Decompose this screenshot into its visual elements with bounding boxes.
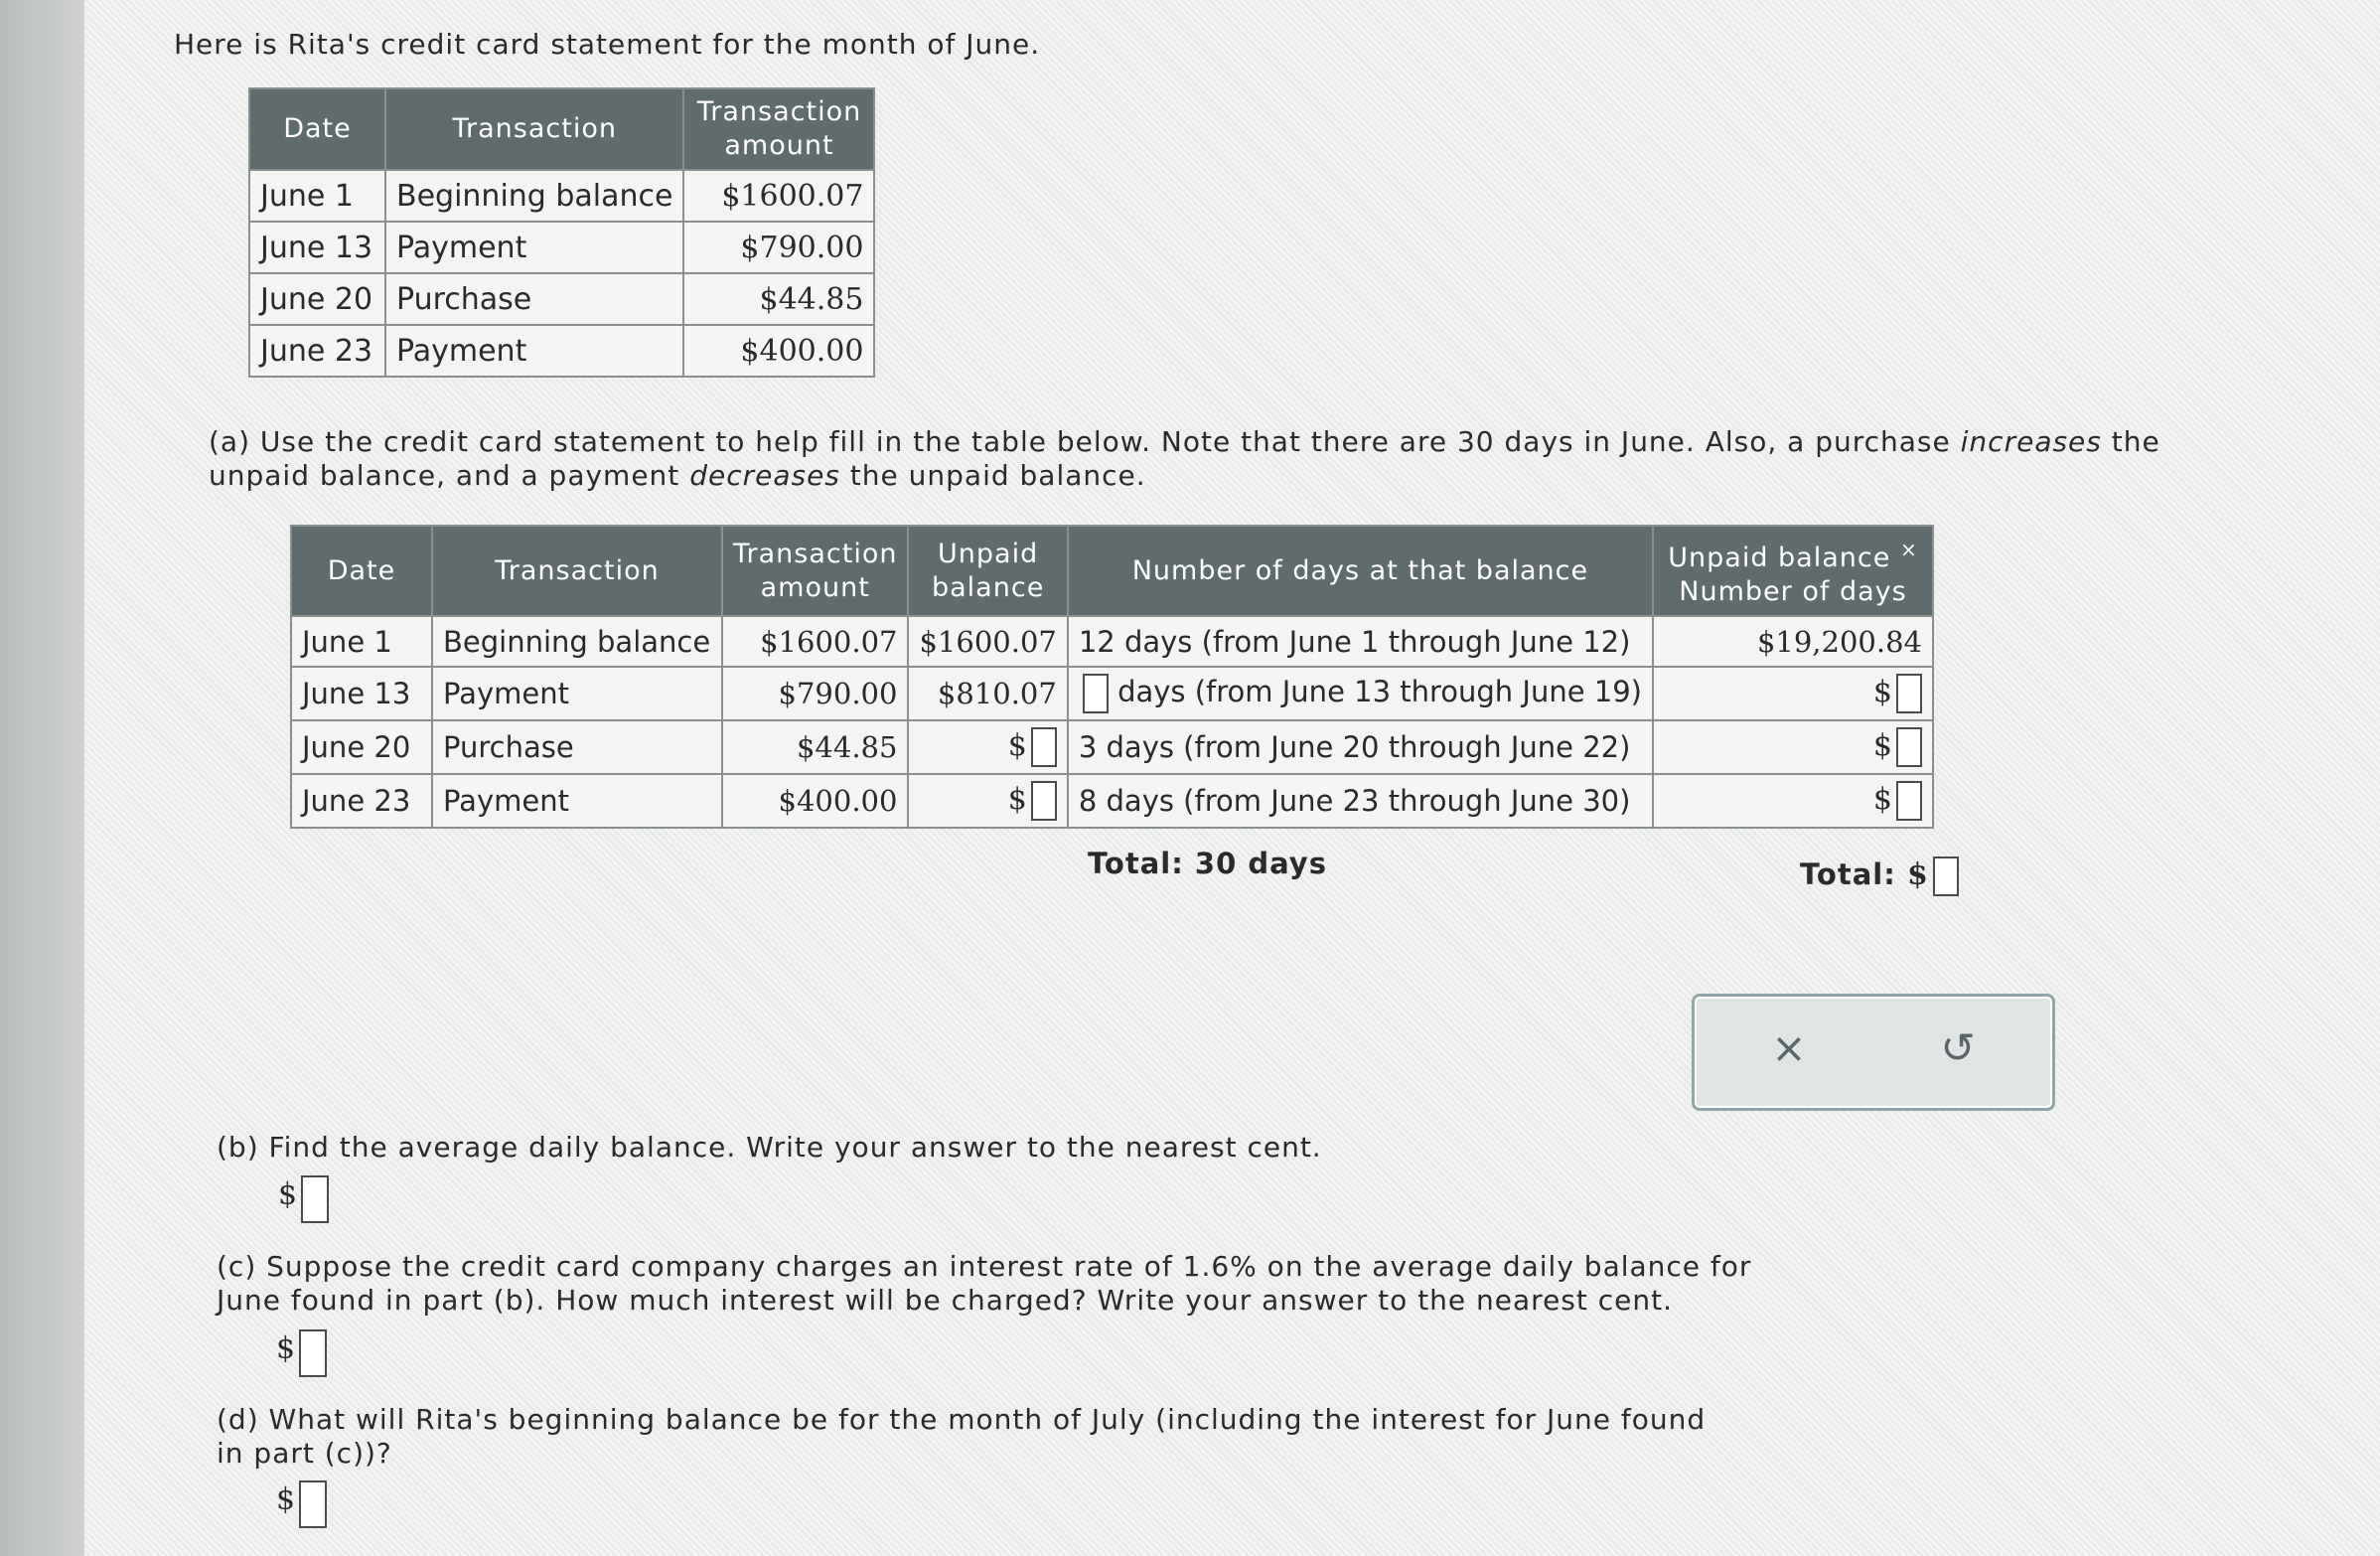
action-panel [1692, 994, 2055, 1111]
july-balance-input[interactable] [299, 1480, 327, 1528]
cell-product: $ [1653, 667, 1933, 720]
table-row [249, 273, 874, 325]
cell-days: 12 days (from June 1 through June 12) [1068, 616, 1653, 667]
cell-date: June 13 [249, 222, 385, 273]
cell-amount: $400.00 [722, 774, 908, 828]
work-header-unpaid: Unpaid balance [908, 526, 1067, 616]
cell-date: June 1 [291, 616, 432, 667]
cell-amount: $790.00 [722, 667, 908, 720]
table-row [291, 774, 1933, 828]
table-row [291, 616, 1933, 667]
average-daily-balance-input[interactable] [301, 1175, 329, 1223]
cell-date: June 23 [291, 774, 432, 828]
undo-button[interactable] [1898, 1018, 2017, 1078]
part-c-answer: $ [276, 1329, 327, 1377]
interest-input[interactable] [299, 1329, 327, 1377]
total-answer-input[interactable] [1933, 856, 1959, 896]
table-row [291, 667, 1933, 720]
part-c-text: (c) Suppose the credit card company charges an interest rate of 1.6% on the average daily balance for June found in part (b). How much interest will be charged? Write your answer to the nearest cent. [217, 1250, 1752, 1317]
part-b-text: (b) Find the average daily balance. Write your answer to the nearest cent. [217, 1131, 1322, 1164]
table-row [249, 222, 874, 273]
product-answer-input[interactable] [1896, 727, 1922, 767]
part-d-answer: $ [276, 1480, 327, 1528]
total-days: Total: 30 days [1088, 847, 1327, 880]
cell-unpaid: $ [908, 720, 1067, 774]
unpaid-answer-input[interactable] [1031, 727, 1057, 767]
statement-header-amount: Transaction amount [683, 88, 874, 170]
cell-date: June 20 [291, 720, 432, 774]
cell-date: June 13 [291, 667, 432, 720]
cell-days: days (from June 13 through June 19) [1068, 667, 1653, 720]
total-product: Total: $ [1800, 856, 1959, 896]
statement-table [248, 87, 875, 378]
part-d-text: (d) What will Rita's beginning balance be for the month of July (including the interest for June found in part (c))? [217, 1403, 1707, 1470]
cell-transaction: Payment [385, 222, 683, 273]
work-header-transaction: Transaction [432, 526, 722, 616]
cell-product: $ [1653, 774, 1933, 828]
cell-transaction: Beginning balance [432, 616, 722, 667]
cell-transaction: Payment [432, 774, 722, 828]
table-row [249, 325, 874, 377]
cell-transaction: Purchase [385, 273, 683, 325]
cell-unpaid: $ [908, 774, 1067, 828]
cell-transaction: Beginning balance [385, 170, 683, 222]
cell-amount: $790.00 [683, 222, 874, 273]
cell-amount: $400.00 [683, 325, 874, 377]
days-answer-input[interactable] [1083, 674, 1109, 713]
cell-product: $ [1653, 720, 1933, 774]
cell-product: $19,200.84 [1653, 616, 1933, 667]
statement-header-date: Date [249, 88, 385, 170]
cell-transaction: Payment [385, 325, 683, 377]
cell-unpaid: $810.07 [908, 667, 1067, 720]
product-answer-input[interactable] [1896, 781, 1922, 821]
work-header-days: Number of days at that balance [1068, 526, 1653, 616]
work-header-product: Unpaid balance × Number of days [1653, 526, 1933, 616]
table-row [291, 720, 1933, 774]
cell-transaction: Payment [432, 667, 722, 720]
cell-date: June 23 [249, 325, 385, 377]
part-a-text: (a) Use the credit card statement to help fill in the table below. Note that there are 30 days in June. Also, a purchase increases the unpaid balance, and a payment decreases the unpaid balance. [209, 425, 2160, 492]
work-header-date: Date [291, 526, 432, 616]
close-icon: × [1771, 1023, 1807, 1072]
cell-date: June 20 [249, 273, 385, 325]
unpaid-answer-input[interactable] [1031, 781, 1057, 821]
undo-icon: ↺ [1940, 1023, 1976, 1072]
cell-date: June 1 [249, 170, 385, 222]
cell-days: 3 days (from June 20 through June 22) [1068, 720, 1653, 774]
product-answer-input[interactable] [1896, 674, 1922, 713]
intro-text: Here is Rita's credit card statement for the month of June. [174, 28, 1041, 61]
left-margin [0, 0, 84, 1556]
cell-amount: $1600.07 [683, 170, 874, 222]
cell-amount: $44.85 [683, 273, 874, 325]
clear-button[interactable] [1729, 1018, 1849, 1078]
part-b-answer: $ [278, 1175, 329, 1223]
cell-amount: $44.85 [722, 720, 908, 774]
cell-days: 8 days (from June 23 through June 30) [1068, 774, 1653, 828]
work-header-amount: Transaction amount [722, 526, 908, 616]
statement-header-transaction: Transaction [385, 88, 683, 170]
cell-amount: $1600.07 [722, 616, 908, 667]
cell-unpaid: $1600.07 [908, 616, 1067, 667]
work-table [290, 525, 1934, 829]
cell-transaction: Purchase [432, 720, 722, 774]
table-row [249, 170, 874, 222]
